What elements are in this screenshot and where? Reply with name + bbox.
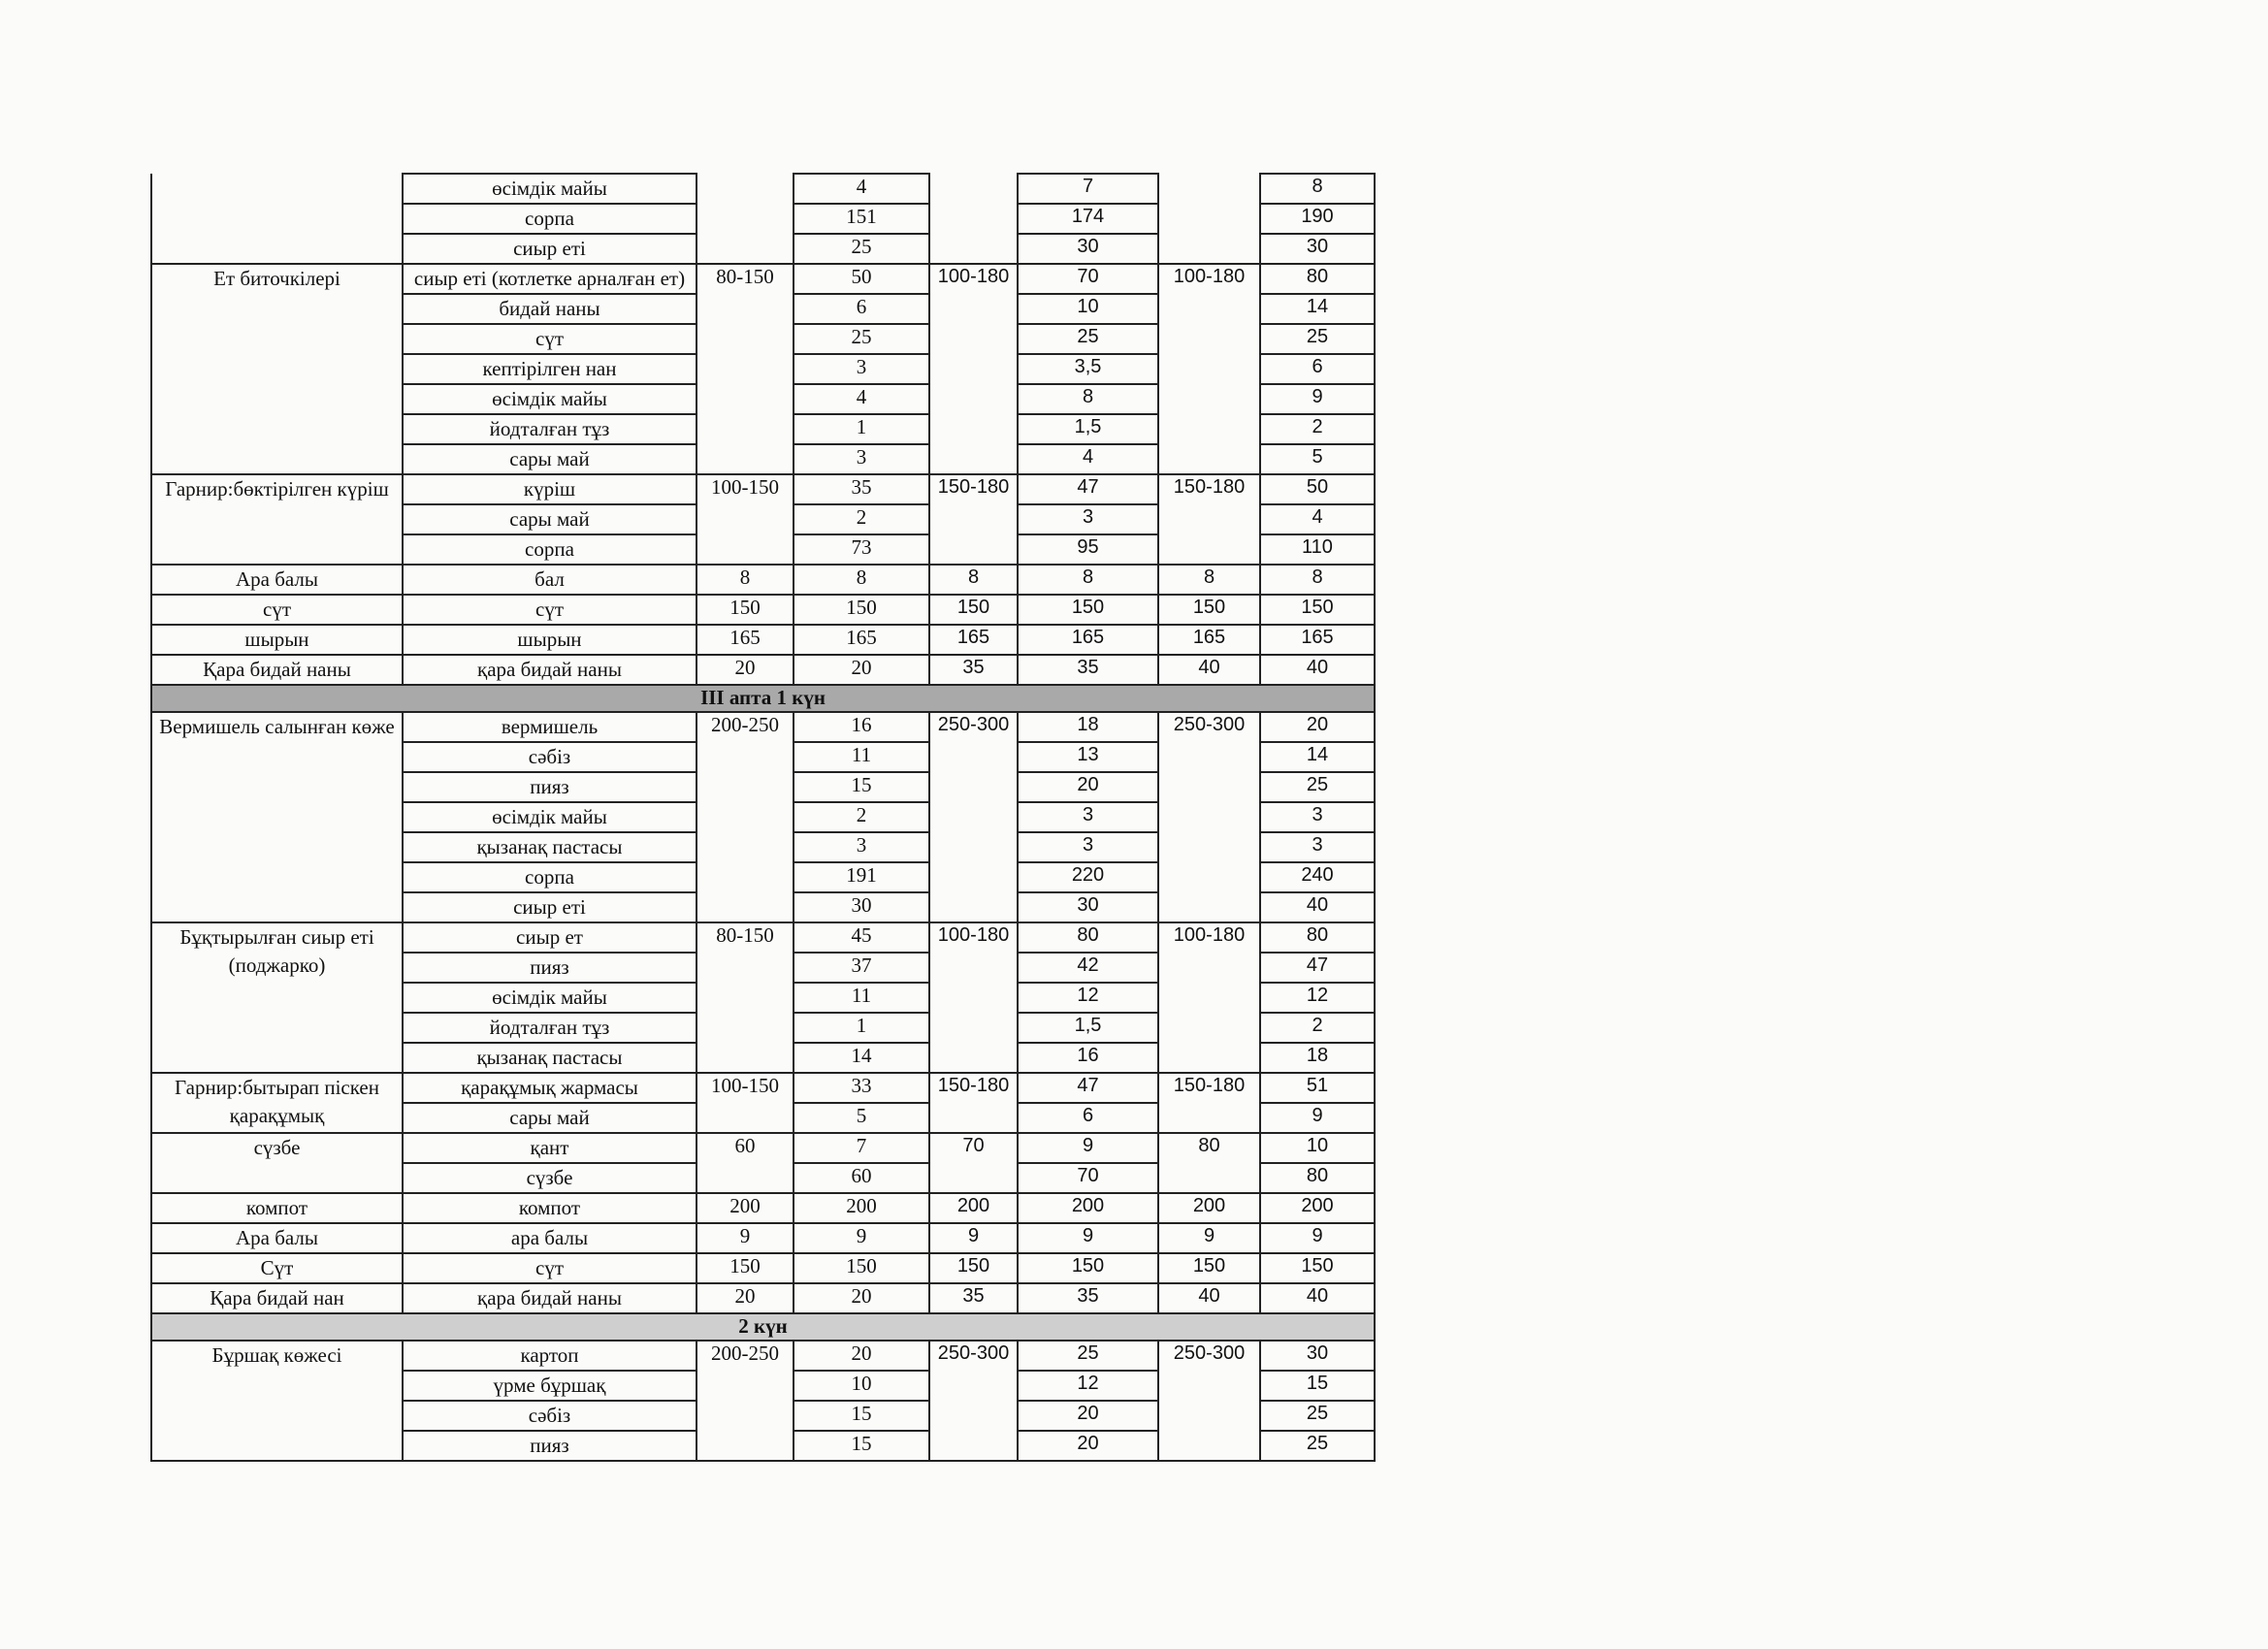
portion-cell: 100-180 [1158,922,1260,1073]
portion-cell: 8 [1158,565,1260,595]
dish-name: Гарнир:бытырап піскен қарақұмық [151,1073,403,1133]
amount-cell: 50 [1260,474,1375,504]
amount-cell: 4 [1018,444,1158,474]
product-cell: сиыр еті [403,234,697,264]
product-cell: сүт [403,595,697,625]
product-cell: кептірілген нан [403,354,697,384]
amount-cell: 9 [1018,1223,1158,1253]
product-cell: бидай наны [403,294,697,324]
dish-name: Вермишель салынған көже [151,712,403,922]
amount-cell: 33 [794,1073,929,1103]
portion-cell: 100-180 [929,264,1018,474]
product-cell: өсімдік майы [403,983,697,1013]
amount-cell: 15 [1260,1371,1375,1401]
product-cell: компот [403,1193,697,1223]
amount-cell: 35 [794,474,929,504]
portion-cell: 200 [929,1193,1018,1223]
table-row [151,1133,1375,1163]
amount-cell: 6 [1260,354,1375,384]
product-cell: сары май [403,504,697,534]
amount-cell: 165 [1018,625,1158,655]
portion-cell: 60 [697,1133,794,1193]
table-row [151,625,1375,655]
amount-cell: 40 [1260,655,1375,685]
amount-cell: 6 [1018,1103,1158,1133]
amount-cell: 70 [1018,1163,1158,1193]
menu-table-body [151,174,1375,1461]
amount-cell: 2 [794,802,929,832]
portion-cell: 100-180 [1158,264,1260,474]
amount-cell: 11 [794,742,929,772]
portion-cell: 150-180 [929,1073,1018,1133]
amount-cell: 30 [1018,234,1158,264]
portion-cell [697,174,794,264]
portion-cell: 80-150 [697,264,794,474]
amount-cell: 80 [1260,922,1375,953]
section-row [151,1313,1375,1341]
product-cell: сорпа [403,204,697,234]
portion-cell: 9 [929,1223,1018,1253]
section-row [151,685,1375,712]
amount-cell: 25 [1018,1341,1158,1371]
product-cell: картоп [403,1341,697,1371]
dish-name: Бұқтырылған сиыр еті (поджарко) [151,922,403,1073]
amount-cell: 8 [794,565,929,595]
amount-cell: 14 [1260,742,1375,772]
product-cell: ара балы [403,1223,697,1253]
portion-cell: 200-250 [697,712,794,922]
product-cell: үрме бұршақ [403,1371,697,1401]
amount-cell: 30 [1260,1341,1375,1371]
amount-cell: 7 [794,1133,929,1163]
product-cell: йодталған тұз [403,414,697,444]
amount-cell: 150 [1018,595,1158,625]
portion-cell [929,174,1018,264]
dish-name: Гарнир:бөктірілген күріш [151,474,403,565]
amount-cell: 73 [794,534,929,565]
product-cell: сорпа [403,862,697,892]
amount-cell: 1 [794,414,929,444]
amount-cell: 47 [1260,953,1375,983]
amount-cell: 4 [1260,504,1375,534]
portion-cell: 100-150 [697,474,794,565]
portion-cell: 40 [1158,655,1260,685]
amount-cell: 5 [1260,444,1375,474]
amount-cell: 7 [1018,174,1158,204]
product-cell: өсімдік майы [403,802,697,832]
amount-cell: 70 [1018,264,1158,294]
product-cell: қызанақ пастасы [403,1043,697,1073]
amount-cell: 150 [794,595,929,625]
portion-cell: 150 [697,595,794,625]
amount-cell: 35 [1018,655,1158,685]
amount-cell: 3 [1260,832,1375,862]
amount-cell: 9 [1260,384,1375,414]
product-cell: қант [403,1133,697,1163]
amount-cell: 80 [1260,264,1375,294]
portion-cell: 35 [929,1283,1018,1313]
table-row [151,1341,1375,1371]
amount-cell: 9 [1260,1223,1375,1253]
amount-cell: 25 [1018,324,1158,354]
amount-cell: 25 [1260,1401,1375,1431]
amount-cell: 47 [1018,474,1158,504]
portion-cell: 250-300 [929,712,1018,922]
amount-cell: 25 [1260,324,1375,354]
amount-cell: 2 [1260,1013,1375,1043]
portion-cell: 150 [697,1253,794,1283]
portion-cell: 8 [697,565,794,595]
portion-cell: 150-180 [1158,474,1260,565]
amount-cell: 15 [794,1401,929,1431]
portion-cell: 150 [929,1253,1018,1283]
portion-cell: 9 [1158,1223,1260,1253]
amount-cell: 9 [1018,1133,1158,1163]
amount-cell: 174 [1018,204,1158,234]
product-cell: сүт [403,324,697,354]
amount-cell: 220 [1018,862,1158,892]
portion-cell: 150 [1158,595,1260,625]
amount-cell: 40 [1260,1283,1375,1313]
portion-cell: 250-300 [1158,1341,1260,1461]
product-cell: сәбіз [403,742,697,772]
dish-name: компот [151,1193,403,1223]
amount-cell: 11 [794,983,929,1013]
table-row [151,474,1375,504]
amount-cell: 200 [1260,1193,1375,1223]
product-cell: вермишель [403,712,697,742]
portion-cell: 150 [1158,1253,1260,1283]
product-cell: қара бидай наны [403,1283,697,1313]
amount-cell: 150 [1260,1253,1375,1283]
amount-cell: 1,5 [1018,414,1158,444]
table-row [151,565,1375,595]
portion-cell: 80-150 [697,922,794,1073]
product-cell: қара бидай наны [403,655,697,685]
dish-name: сүт [151,595,403,625]
product-cell: пияз [403,953,697,983]
product-cell: қарақұмық жармасы [403,1073,697,1103]
amount-cell: 45 [794,922,929,953]
amount-cell: 16 [1018,1043,1158,1073]
table-row [151,264,1375,294]
portion-cell: 250-300 [929,1341,1018,1461]
amount-cell: 150 [1260,595,1375,625]
amount-cell: 12 [1018,1371,1158,1401]
dish-cell [151,174,403,264]
amount-cell: 16 [794,712,929,742]
amount-cell: 12 [1018,983,1158,1013]
amount-cell: 25 [1260,1431,1375,1461]
amount-cell: 150 [794,1253,929,1283]
amount-cell: 35 [1018,1283,1158,1313]
amount-cell: 110 [1260,534,1375,565]
amount-cell: 15 [794,772,929,802]
amount-cell: 80 [1018,922,1158,953]
amount-cell: 8 [1018,565,1158,595]
portion-cell: 100-180 [929,922,1018,1073]
amount-cell: 1 [794,1013,929,1043]
amount-cell: 20 [794,1341,929,1371]
amount-cell: 50 [794,264,929,294]
product-cell: сары май [403,444,697,474]
product-cell: сары май [403,1103,697,1133]
dish-name: Ет биточкілері [151,264,403,474]
table-row [151,1073,1375,1103]
amount-cell: 3 [1018,802,1158,832]
amount-cell: 95 [1018,534,1158,565]
product-cell: йодталған тұз [403,1013,697,1043]
amount-cell: 1,5 [1018,1013,1158,1043]
table-row [151,1253,1375,1283]
amount-cell: 47 [1018,1073,1158,1103]
amount-cell: 15 [794,1431,929,1461]
amount-cell: 190 [1260,204,1375,234]
amount-cell: 40 [1260,892,1375,922]
amount-cell: 6 [794,294,929,324]
amount-cell: 51 [1260,1073,1375,1103]
amount-cell: 10 [1260,1133,1375,1163]
menu-table [150,173,1376,1462]
portion-cell: 165 [1158,625,1260,655]
amount-cell: 151 [794,204,929,234]
portion-cell: 100-150 [697,1073,794,1133]
dish-name: шырын [151,625,403,655]
portion-cell: 80 [1158,1133,1260,1193]
amount-cell: 42 [1018,953,1158,983]
section-title: III апта 1 күн [151,685,1375,712]
table-row [151,922,1375,953]
portion-cell: 8 [929,565,1018,595]
amount-cell: 200 [794,1193,929,1223]
dish-name: Сүт [151,1253,403,1283]
table-row [151,1193,1375,1223]
amount-cell: 2 [794,504,929,534]
amount-cell: 3 [1018,832,1158,862]
amount-cell: 18 [1260,1043,1375,1073]
amount-cell: 14 [794,1043,929,1073]
amount-cell: 3 [1260,802,1375,832]
amount-cell: 3 [794,354,929,384]
table-row [151,595,1375,625]
product-cell: өсімдік майы [403,384,697,414]
product-cell: пияз [403,772,697,802]
product-cell: пияз [403,1431,697,1461]
portion-cell: 165 [697,625,794,655]
amount-cell: 8 [1260,565,1375,595]
amount-cell: 5 [794,1103,929,1133]
amount-cell: 4 [794,384,929,414]
amount-cell: 150 [1018,1253,1158,1283]
amount-cell: 2 [1260,414,1375,444]
amount-cell: 3,5 [1018,354,1158,384]
portion-cell: 70 [929,1133,1018,1193]
dish-name: Ара балы [151,1223,403,1253]
dish-name: Бұршақ көжесі [151,1341,403,1461]
amount-cell: 13 [1018,742,1158,772]
amount-cell: 18 [1018,712,1158,742]
amount-cell: 8 [1018,384,1158,414]
table-row [151,712,1375,742]
amount-cell: 9 [1260,1103,1375,1133]
product-cell: сүзбе [403,1163,697,1193]
amount-cell: 20 [1260,712,1375,742]
amount-cell: 4 [794,174,929,204]
amount-cell: 9 [794,1223,929,1253]
portion-cell: 9 [697,1223,794,1253]
portion-cell: 35 [929,655,1018,685]
amount-cell: 165 [1260,625,1375,655]
product-cell: сорпа [403,534,697,565]
amount-cell: 165 [794,625,929,655]
product-cell: күріш [403,474,697,504]
section-title: 2 күн [151,1313,1375,1341]
amount-cell: 3 [794,444,929,474]
portion-cell: 200-250 [697,1341,794,1461]
portion-cell: 200 [697,1193,794,1223]
amount-cell: 60 [794,1163,929,1193]
amount-cell: 12 [1260,983,1375,1013]
table-row [151,174,1375,204]
portion-cell: 200 [1158,1193,1260,1223]
portion-cell [1158,174,1260,264]
amount-cell: 200 [1018,1193,1158,1223]
portion-cell: 150 [929,595,1018,625]
amount-cell: 20 [794,655,929,685]
amount-cell: 25 [794,324,929,354]
amount-cell: 191 [794,862,929,892]
amount-cell: 80 [1260,1163,1375,1193]
product-cell: шырын [403,625,697,655]
portion-cell: 20 [697,655,794,685]
portion-cell: 150-180 [1158,1073,1260,1133]
amount-cell: 20 [1018,1401,1158,1431]
portion-cell: 20 [697,1283,794,1313]
amount-cell: 30 [1018,892,1158,922]
portion-cell: 165 [929,625,1018,655]
dish-name: сүзбе [151,1133,403,1193]
amount-cell: 10 [1018,294,1158,324]
amount-cell: 30 [1260,234,1375,264]
amount-cell: 25 [1260,772,1375,802]
dish-name: Қара бидай наны [151,655,403,685]
table-row [151,1223,1375,1253]
product-cell: бал [403,565,697,595]
product-cell: өсімдік майы [403,174,697,204]
amount-cell: 30 [794,892,929,922]
product-cell: сүт [403,1253,697,1283]
portion-cell: 150-180 [929,474,1018,565]
amount-cell: 37 [794,953,929,983]
portion-cell: 40 [1158,1283,1260,1313]
table-row [151,1283,1375,1313]
product-cell: сиыр еті (котлетке арналған ет) [403,264,697,294]
amount-cell: 20 [1018,1431,1158,1461]
product-cell: сәбіз [403,1401,697,1431]
dish-name: Ара балы [151,565,403,595]
product-cell: сиыр ет [403,922,697,953]
amount-cell: 3 [794,832,929,862]
table-row [151,655,1375,685]
amount-cell: 14 [1260,294,1375,324]
product-cell: қызанақ пастасы [403,832,697,862]
amount-cell: 3 [1018,504,1158,534]
dish-name: Қара бидай нан [151,1283,403,1313]
amount-cell: 20 [794,1283,929,1313]
amount-cell: 20 [1018,772,1158,802]
portion-cell: 250-300 [1158,712,1260,922]
amount-cell: 240 [1260,862,1375,892]
product-cell: сиыр еті [403,892,697,922]
amount-cell: 8 [1260,174,1375,204]
amount-cell: 25 [794,234,929,264]
amount-cell: 10 [794,1371,929,1401]
